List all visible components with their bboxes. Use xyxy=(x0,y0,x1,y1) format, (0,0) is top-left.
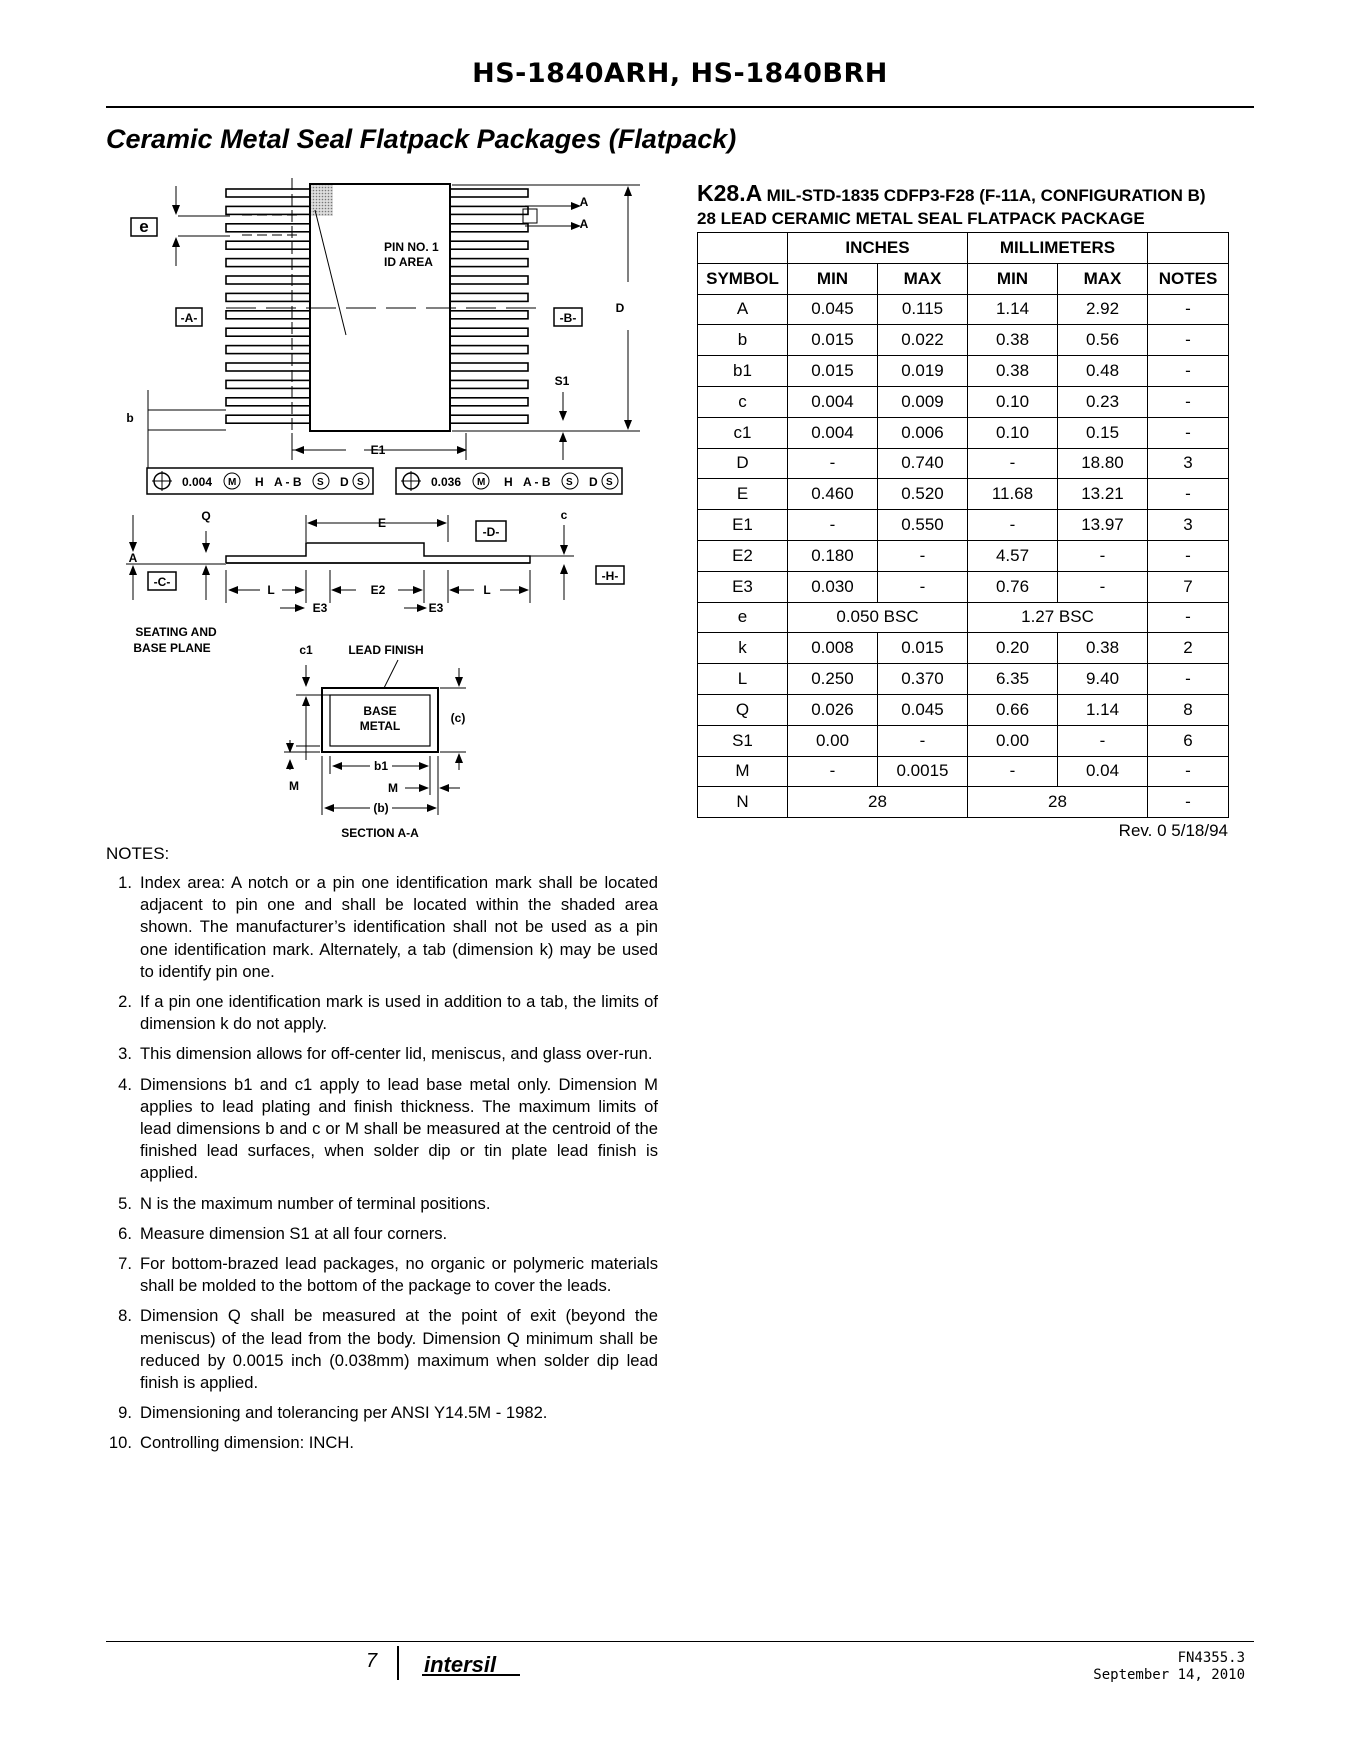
cell-symbol: b xyxy=(698,325,788,356)
cell-in-min: 0.460 xyxy=(788,479,878,510)
note-number: 3. xyxy=(118,1044,132,1064)
lead xyxy=(226,415,310,423)
cell-mm-min: - xyxy=(968,510,1058,541)
label-a-top: A xyxy=(579,195,589,209)
note-text: Dimensions b1 and c1 apply to lead base metal only. Dimension M applies to lead plating and finish thickness. The maximum limits of lead dimensions b and c or M shall be measured at the centroid of the finished lead surfaces, when solder dip or tin plate lead finish is applied. xyxy=(140,1074,658,1183)
cell-notes: 3 xyxy=(1148,448,1229,479)
package-code: K28.A xyxy=(697,180,763,206)
cell-in-max: - xyxy=(878,540,968,571)
cell-mm-max: - xyxy=(1058,725,1148,756)
logo-text: intersil xyxy=(424,1652,497,1677)
cell-symbol: S1 xyxy=(698,725,788,756)
svg-text:0.036: 0.036 xyxy=(431,475,462,489)
cell-symbol: e xyxy=(698,602,788,633)
cell-in-max: 0.009 xyxy=(878,386,968,417)
cell-mm-span: 1.27 BSC xyxy=(968,602,1148,633)
pin1-label-line2: ID AREA xyxy=(384,255,433,269)
cell-mm-max: 18.80 xyxy=(1058,448,1148,479)
label-datum-a: -A- xyxy=(180,311,198,325)
header-mm-max: MAX xyxy=(1058,263,1148,294)
cell-symbol: c1 xyxy=(698,417,788,448)
header-mm-min: MIN xyxy=(968,263,1058,294)
label-d: D xyxy=(615,301,625,315)
cell-in-min: 0.030 xyxy=(788,571,878,602)
pin1-id-area xyxy=(311,185,333,216)
label-e3-left: E3 xyxy=(312,601,328,615)
label-m-left: M xyxy=(289,779,299,793)
cell-mm-max: 13.21 xyxy=(1058,479,1148,510)
lead xyxy=(226,380,310,388)
cell-in-min: - xyxy=(788,510,878,541)
cell-mm-max: 13.97 xyxy=(1058,510,1148,541)
cell-notes: - xyxy=(1148,664,1229,695)
cell-in-max: 0.520 xyxy=(878,479,968,510)
svg-text:0.004: 0.004 xyxy=(182,475,213,489)
cell-in-min: 0.004 xyxy=(788,386,878,417)
note-item xyxy=(106,1253,658,1297)
table-row xyxy=(698,356,1229,387)
section-a-a-label: SECTION A-A xyxy=(341,826,419,840)
note-item xyxy=(106,1432,658,1454)
cell-mm-max: 1.14 xyxy=(1058,694,1148,725)
svg-text:S: S xyxy=(566,477,573,488)
header-in-min: MIN xyxy=(788,263,878,294)
cell-symbol: E1 xyxy=(698,510,788,541)
lead xyxy=(226,241,310,249)
note-text: N is the maximum number of terminal positions. xyxy=(140,1193,491,1213)
side-view xyxy=(126,515,574,608)
lead xyxy=(226,206,310,214)
svg-text:D: D xyxy=(589,475,598,489)
lead xyxy=(226,328,310,336)
seating-label-line1: SEATING AND xyxy=(135,625,217,639)
cell-notes: - xyxy=(1148,602,1229,633)
header-symbol: SYMBOL xyxy=(698,263,788,294)
cell-mm-max: 0.23 xyxy=(1058,386,1148,417)
package-spec: MIL-STD-1835 CDFP3-F28 (F-11A, CONFIGURATION B) xyxy=(766,186,1206,205)
table-row xyxy=(698,325,1229,356)
label-a-bottom: A xyxy=(579,217,589,231)
table-row xyxy=(698,417,1229,448)
lead xyxy=(226,293,310,301)
note-number: 5. xyxy=(118,1193,132,1213)
section-title: Ceramic Metal Seal Flatpack Packages (Flatpack) xyxy=(106,124,737,154)
lead xyxy=(450,241,528,249)
cell-mm-min: 4.57 xyxy=(968,540,1058,571)
section-a-a-view xyxy=(284,660,466,815)
footer-rule xyxy=(106,1641,1254,1642)
cell-symbol: N xyxy=(698,787,788,818)
table-row xyxy=(698,448,1229,479)
table-row xyxy=(698,602,1229,633)
header-in-max: MAX xyxy=(878,263,968,294)
lead xyxy=(450,415,528,423)
cell-in-max: 0.0015 xyxy=(878,756,968,787)
cell-mm-span: 28 xyxy=(968,787,1148,818)
doc-date: September 14, 2010 xyxy=(1093,1667,1245,1683)
table-row xyxy=(698,664,1229,695)
cell-notes: 3 xyxy=(1148,510,1229,541)
label-e1: E1 xyxy=(370,443,386,457)
cell-mm-min: 0.66 xyxy=(968,694,1058,725)
cell-in-min: 0.026 xyxy=(788,694,878,725)
note-number: 6. xyxy=(118,1223,132,1243)
dimension-table-body xyxy=(698,294,1229,818)
note-item xyxy=(106,1074,658,1185)
label-b-paren: (b) xyxy=(373,801,389,815)
cell-in-min: 0.015 xyxy=(788,356,878,387)
cell-mm-min: - xyxy=(968,448,1058,479)
cell-mm-max: 0.04 xyxy=(1058,756,1148,787)
label-e: e xyxy=(139,217,149,236)
cell-notes: - xyxy=(1148,540,1229,571)
lead-array xyxy=(226,189,528,423)
note-item xyxy=(106,1043,658,1065)
notes-title: NOTES: xyxy=(106,844,170,863)
header-notes-top xyxy=(1148,233,1229,264)
cell-in-min: 0.250 xyxy=(788,664,878,695)
cell-symbol: L xyxy=(698,664,788,695)
note-number: 8. xyxy=(118,1306,132,1326)
cell-mm-min: 0.10 xyxy=(968,417,1058,448)
cell-symbol: Q xyxy=(698,694,788,725)
cell-mm-min: 1.14 xyxy=(968,294,1058,325)
cell-notes: - xyxy=(1148,479,1229,510)
svg-text:S: S xyxy=(357,477,364,488)
svg-text:S: S xyxy=(606,477,613,488)
label-c-paren: (c) xyxy=(450,711,466,725)
table-corner-cell xyxy=(698,233,788,264)
cell-symbol: M xyxy=(698,756,788,787)
lead xyxy=(226,311,310,319)
cell-symbol: c xyxy=(698,386,788,417)
cell-symbol: E xyxy=(698,479,788,510)
lead xyxy=(226,189,310,197)
note-number: 2. xyxy=(118,992,132,1012)
cell-inches-span: 28 xyxy=(788,787,968,818)
label-datum-b: -B- xyxy=(559,311,577,325)
lead xyxy=(226,224,310,232)
cell-mm-min: - xyxy=(968,756,1058,787)
dimension-table xyxy=(697,232,1229,818)
label-s1: S1 xyxy=(554,374,570,388)
table-row xyxy=(698,787,1229,818)
lead xyxy=(450,224,528,232)
table-row xyxy=(698,294,1229,325)
cell-mm-max: - xyxy=(1058,571,1148,602)
label-q: Q xyxy=(201,509,211,523)
cell-in-min: 0.180 xyxy=(788,540,878,571)
footer-divider xyxy=(397,1646,399,1680)
label-l-left: L xyxy=(267,583,275,597)
header-notes: NOTES xyxy=(1148,263,1229,294)
table-row xyxy=(698,540,1229,571)
cell-in-max: 0.019 xyxy=(878,356,968,387)
lead xyxy=(450,206,528,214)
label-datum-c: -C- xyxy=(153,575,171,589)
cell-in-min: - xyxy=(788,448,878,479)
cell-notes: 6 xyxy=(1148,725,1229,756)
lead xyxy=(226,259,310,267)
svg-text:H: H xyxy=(504,475,513,489)
cell-mm-min: 11.68 xyxy=(968,479,1058,510)
label-l-right: L xyxy=(483,583,491,597)
seating-label-line2: BASE PLANE xyxy=(133,641,211,655)
cell-symbol: b1 xyxy=(698,356,788,387)
cell-in-max: 0.045 xyxy=(878,694,968,725)
header-inches: INCHES xyxy=(788,233,968,264)
note-item xyxy=(106,1305,658,1394)
lead-finish-label: LEAD FINISH xyxy=(348,643,424,657)
cell-mm-min: 0.38 xyxy=(968,356,1058,387)
cell-mm-max: 0.56 xyxy=(1058,325,1148,356)
package-name: 28 LEAD CERAMIC METAL SEAL FLATPACK PACKAGE xyxy=(697,209,1145,228)
doc-number: FN4355.3 xyxy=(1177,1650,1245,1666)
note-text: For bottom-brazed lead packages, no organic or polymeric materials shall be molded to the bottom of the package to cover the leads. xyxy=(140,1254,658,1296)
cell-in-min: - xyxy=(788,756,878,787)
footer-doc-info xyxy=(1020,1650,1245,1684)
lead xyxy=(226,363,310,371)
cell-symbol: E2 xyxy=(698,540,788,571)
cell-notes: 8 xyxy=(1148,694,1229,725)
lead xyxy=(450,189,528,197)
cell-notes: - xyxy=(1148,356,1229,387)
label-c1: c1 xyxy=(299,643,313,657)
table-row xyxy=(698,633,1229,664)
cell-notes: - xyxy=(1148,325,1229,356)
label-a-side: A xyxy=(128,551,138,565)
label-datum-h: -H- xyxy=(601,569,619,583)
header-title: HS-1840ARH, HS-1840BRH xyxy=(472,58,888,89)
lead xyxy=(450,363,528,371)
cell-in-min: 0.015 xyxy=(788,325,878,356)
header-millimeters: MILLIMETERS xyxy=(968,233,1148,264)
lead xyxy=(226,276,310,284)
cell-in-max: 0.006 xyxy=(878,417,968,448)
cell-symbol: A xyxy=(698,294,788,325)
lead xyxy=(450,328,528,336)
cell-mm-max: 0.15 xyxy=(1058,417,1148,448)
pin1-label-line1: PIN NO. 1 xyxy=(384,240,439,254)
table-row xyxy=(698,386,1229,417)
header-rule xyxy=(106,106,1254,108)
note-number: 4. xyxy=(118,1074,132,1094)
svg-text:H: H xyxy=(255,475,264,489)
cell-in-max: 0.370 xyxy=(878,664,968,695)
svg-text:M: M xyxy=(477,477,486,488)
lead xyxy=(450,380,528,388)
lead xyxy=(450,293,528,301)
cell-in-max: - xyxy=(878,725,968,756)
cell-mm-min: 0.10 xyxy=(968,386,1058,417)
base-metal-line1: BASE xyxy=(363,704,397,718)
cell-in-max: 0.015 xyxy=(878,633,968,664)
note-text: Index area: A notch or a pin one identification mark shall be located adjacent to pin one and shall be located within the shaded area shown. The manufacturer’s identification shall not be used as a pin one identification mark. Alternately, a tab (dimension k) may be used to identify pin one. xyxy=(140,873,658,981)
base-metal-line2: METAL xyxy=(359,719,401,733)
cell-in-min: 0.008 xyxy=(788,633,878,664)
note-item xyxy=(106,1223,658,1245)
intersil-logo xyxy=(420,1650,530,1680)
note-number: 9. xyxy=(118,1403,132,1423)
label-e2: E2 xyxy=(370,583,386,597)
lead xyxy=(450,276,528,284)
table-row xyxy=(698,694,1229,725)
cell-notes: 7 xyxy=(1148,571,1229,602)
table-row xyxy=(698,756,1229,787)
cell-symbol: D xyxy=(698,448,788,479)
revision-label: Rev. 0 5/18/94 xyxy=(1118,821,1228,840)
label-datum-d: -D- xyxy=(482,525,500,539)
lead xyxy=(450,398,528,406)
label-b: b xyxy=(126,411,134,425)
cell-in-max: - xyxy=(878,571,968,602)
table-row xyxy=(698,725,1229,756)
table-row xyxy=(698,571,1229,602)
svg-text:A - B: A - B xyxy=(274,475,302,489)
cell-in-min: 0.004 xyxy=(788,417,878,448)
cell-notes: - xyxy=(1148,294,1229,325)
cell-notes: 2 xyxy=(1148,633,1229,664)
note-text: Controlling dimension: INCH. xyxy=(140,1433,354,1453)
cell-in-max: 0.550 xyxy=(878,510,968,541)
cell-notes: - xyxy=(1148,756,1229,787)
note-text: Measure dimension S1 at all four corners. xyxy=(140,1223,448,1243)
table-row xyxy=(698,510,1229,541)
table-row xyxy=(698,479,1229,510)
cell-notes: - xyxy=(1148,417,1229,448)
lead xyxy=(450,259,528,267)
note-item xyxy=(106,1402,658,1424)
cell-in-max: 0.115 xyxy=(878,294,968,325)
lead xyxy=(450,346,528,354)
label-e-side: E xyxy=(377,516,387,530)
note-item xyxy=(106,991,658,1035)
note-number: 7. xyxy=(118,1254,132,1274)
cell-symbol: k xyxy=(698,633,788,664)
note-text: If a pin one identification mark is used in addition to a tab, the limits of dimension k do not apply. xyxy=(140,992,658,1034)
note-text: This dimension allows for off-center lid, meniscus, and glass over-run. xyxy=(140,1044,653,1064)
cell-mm-max: 2.92 xyxy=(1058,294,1148,325)
note-item xyxy=(106,872,658,983)
cell-mm-min: 0.00 xyxy=(968,725,1058,756)
lead xyxy=(450,311,528,319)
cell-notes: - xyxy=(1148,787,1229,818)
note-item xyxy=(106,1193,658,1215)
package-heading xyxy=(697,180,1242,229)
label-m-right: M xyxy=(388,781,398,795)
note-number: 1. xyxy=(118,873,132,892)
cell-mm-min: 0.20 xyxy=(968,633,1058,664)
cell-mm-max: 0.48 xyxy=(1058,356,1148,387)
svg-text:A - B: A - B xyxy=(523,475,551,489)
label-b1: b1 xyxy=(373,759,389,773)
svg-text:S: S xyxy=(317,477,324,488)
cell-mm-min: 0.76 xyxy=(968,571,1058,602)
lead xyxy=(226,398,310,406)
notes-list xyxy=(106,872,658,1463)
package-drawing xyxy=(100,170,660,850)
svg-text:D: D xyxy=(340,475,349,489)
note-text: Dimension Q shall be measured at the point of exit (beyond the meniscus) of the lead from the body. Dimension Q minimum shall be reduced by 0.0015 inch (0.038mm) maximum when solder dip lead finish is applied. xyxy=(140,1306,658,1393)
cell-symbol: E3 xyxy=(698,571,788,602)
cell-in-min: 0.00 xyxy=(788,725,878,756)
cell-mm-max: 9.40 xyxy=(1058,664,1148,695)
cell-mm-max: 0.38 xyxy=(1058,633,1148,664)
cell-in-max: 0.022 xyxy=(878,325,968,356)
label-c: c xyxy=(560,508,568,522)
cell-notes: - xyxy=(1148,386,1229,417)
svg-text:M: M xyxy=(228,477,237,488)
lead xyxy=(226,346,310,354)
note-text: Dimensioning and tolerancing per ANSI Y14.5M - 1982. xyxy=(140,1403,548,1423)
label-e3-right: E3 xyxy=(428,601,444,615)
cell-in-max: 0.740 xyxy=(878,448,968,479)
cell-in-min: 0.045 xyxy=(788,294,878,325)
cell-inches-span: 0.050 BSC xyxy=(788,602,968,633)
note-number: 10. xyxy=(108,1433,132,1453)
cell-mm-min: 6.35 xyxy=(968,664,1058,695)
cell-mm-min: 0.38 xyxy=(968,325,1058,356)
page-number: 7 xyxy=(366,1650,378,1672)
cell-mm-max: - xyxy=(1058,540,1148,571)
